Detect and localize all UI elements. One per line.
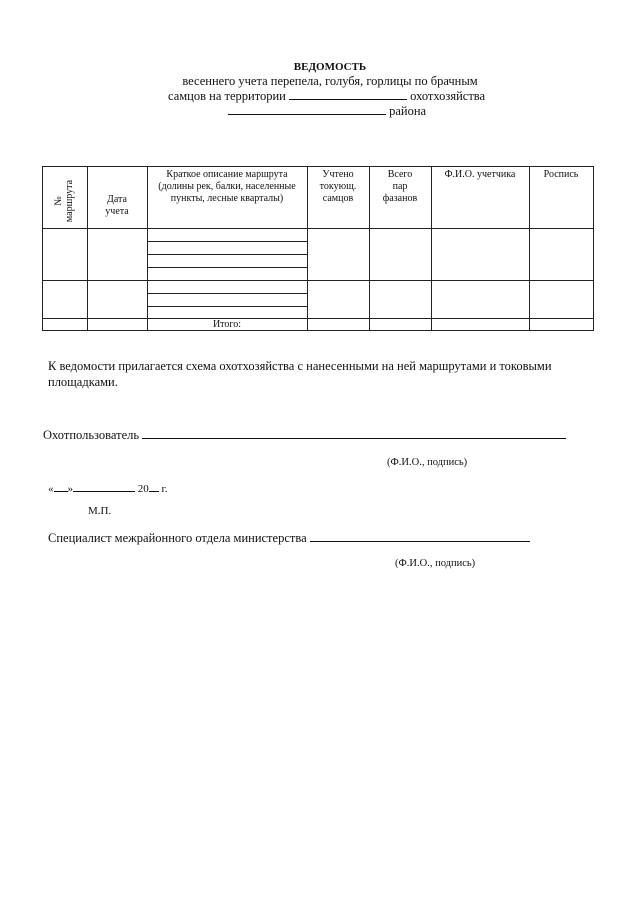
specialist-label: Специалист межрайонного отдела министерства — [48, 531, 307, 545]
specialist-signature-caption: (Ф.И.О., подпись) — [395, 558, 476, 569]
date-day-blank[interactable] — [54, 481, 68, 492]
col-header-recorder-name: Ф.И.О. учетчика — [444, 169, 516, 180]
date-month-blank[interactable] — [73, 481, 135, 492]
col-header-date: Дата учета — [105, 194, 129, 217]
specialist-signature-line — [48, 531, 530, 546]
attachment-note-line1: К ведомости прилагается схема охотхозяйства с нанесенными на ней маршрутами и токовыми — [48, 359, 552, 373]
document-title: ВЕДОМОСТЬ — [293, 61, 367, 73]
attachment-note-line2: площадками. — [48, 375, 118, 389]
col-header-route-description: Краткое описание маршрута (долины рек, балки, населенные пункты, лесные кварталы) — [158, 169, 296, 204]
territory-label: самцов на территории — [168, 89, 286, 103]
document-subtitle-line2 — [168, 89, 485, 104]
document-subtitle-line3 — [228, 104, 426, 119]
district-blank[interactable] — [228, 104, 386, 115]
date-year-blank[interactable] — [149, 481, 159, 492]
col-header-route-number: № маршрута — [53, 179, 75, 223]
stamp-placeholder: М.П. — [88, 505, 112, 517]
hunting-farm-label: охотхозяйства — [410, 89, 486, 103]
hunter-signature-caption: (Ф.И.О., подпись) — [387, 457, 468, 468]
total-label: Итого: — [212, 319, 242, 330]
col-header-males-counted: Учтено токующ. самцов — [319, 169, 357, 204]
route-table — [42, 166, 594, 331]
territory-blank[interactable] — [289, 89, 407, 100]
document-subtitle-line1: весеннего учета перепела, голубя, горлицы по брачным — [182, 74, 478, 88]
col-header-pheasant-pairs: Всего пар фазанов — [382, 169, 418, 204]
col-header-signature: Роспись — [543, 169, 579, 180]
hunter-signature-blank[interactable] — [142, 428, 566, 439]
date-line: « » 20 г. — [48, 483, 168, 495]
district-label: района — [389, 104, 427, 118]
hunter-label: Охотпользователь — [43, 428, 140, 442]
specialist-signature-blank[interactable] — [310, 531, 530, 542]
hunter-signature-line — [43, 428, 566, 443]
